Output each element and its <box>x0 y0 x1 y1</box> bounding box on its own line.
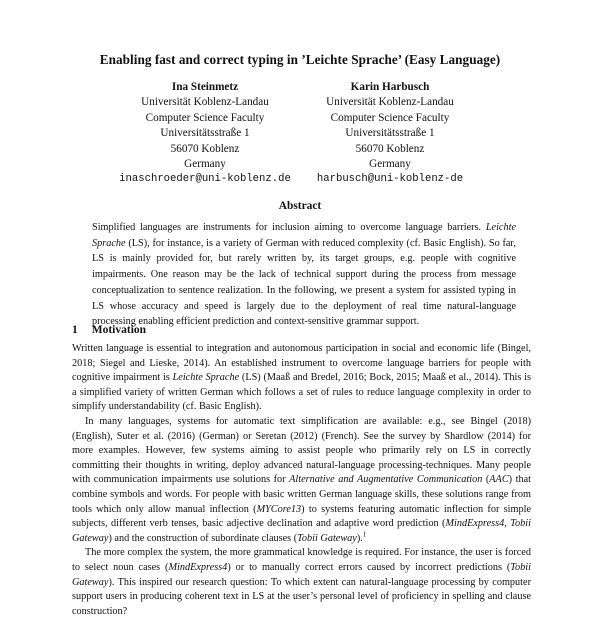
author-affiliation-line: Universität Koblenz-Landau <box>326 96 454 109</box>
author-affiliation-line: 56070 Koblenz <box>170 142 240 155</box>
author-affiliation-line: Germany <box>369 158 411 171</box>
section-title: Motivation <box>91 324 147 336</box>
abstract-heading: Abstract <box>278 200 322 212</box>
footnote-mark: 1 <box>362 530 367 539</box>
author-block-2 <box>270 80 510 188</box>
paragraph: In many languages, systems for automatic text simplification are available: e.g., see Bingel (2018) (English), Suter et al. (2016) (German) or Seretan (2012) (French). See the survey by Shardlow (2014) for more examples. However, few systems aiming to assist people who primarily rely on LS in correctly committing their thoughts in writing, deploy advanced natural-language processing-techniques. Many people with communication impairments use solutions for Alternative and Augmentative Communication (AAC) that combine symbols and words. For people with basic written German language skills, these solutions range from tools which only allow manual inflection (MYCore13) to systems featuring automatic inflection for simple subjects, different verb tenses, basic adjective declination and adaptive word prediction (MindExpress4, Tobii Gateway) and the construction of subordinate clauses (Tobii Gateway).$^1$ <box>72 415 531 544</box>
section-heading <box>72 324 146 336</box>
author-affiliation-line: Germany <box>184 158 226 171</box>
author-email: harbusch@uni-koblenz-de <box>316 173 464 186</box>
paragraph: Written language is essential to integration and autonomous participation in social and economic life (Bingel, 2018; Siegel and Lieske, 2014). An established instrument to overcome language barriers for people with cognitive impairment is Leichte Sprache (LS) (Maaß and Bredel, 2016; Bock, 2015; Maaß et al., 2014). This is a simplified variety of written German which follows a set of rules to reduce language complexity in order to simplify understandability (cf. Basic English). <box>72 343 531 413</box>
author-affiliation-line: Computer Science Faculty <box>145 111 265 124</box>
section-number: 1 <box>72 324 78 336</box>
author-name: Ina Steinmetz <box>171 81 239 93</box>
author-email: inaschroeder@uni-koblenz.de <box>119 173 291 186</box>
author-affiliation-line: Universität Koblenz-Landau <box>141 96 269 109</box>
author-affiliation-line: Computer Science Faculty <box>330 111 450 124</box>
section-body <box>72 342 531 619</box>
paper-title: Enabling fast and correct typing in ’Leichte Sprache’ (Easy Language) <box>99 52 501 67</box>
author-affiliation-line: Universitätsstraße 1 <box>345 127 435 140</box>
author-affiliation-line: Universitätsstraße 1 <box>160 127 250 140</box>
author-affiliation-line: 56070 Koblenz <box>355 142 425 155</box>
paragraph: The more complex the system, the more grammatical knowledge is required. For instance, the user is forced to select noun cases (MindExpress4) or to manually correct errors caused by incorrect predictions (Tobii Gateway). This inspired our research question: To which extent can natural-language processing by computer support users in producing coherent text in LS at the user’s personal level of proficiency in spelling and clause construction? <box>72 547 531 617</box>
author-name: Karin Harbusch <box>350 81 430 93</box>
abstract-text: Simplified languages are instruments for inclusion aiming to overcome language barriers. Leichte Sprache (LS), for instance, is a variety of German with reduced complexity (cf. Basic English). So far, LS is mainly provided for, but rarely written by, its target groups, e.g. people with cognitive impairments. One reason may be the lack of technical support during the process from message conceptualization to sentence realization. In the following, we present a system for assisted typing in LS whose accuracy and speed is largely due to the deployment of real time natural-language processing enabling efficient prediction and context-sensitive grammar support. <box>92 222 516 328</box>
